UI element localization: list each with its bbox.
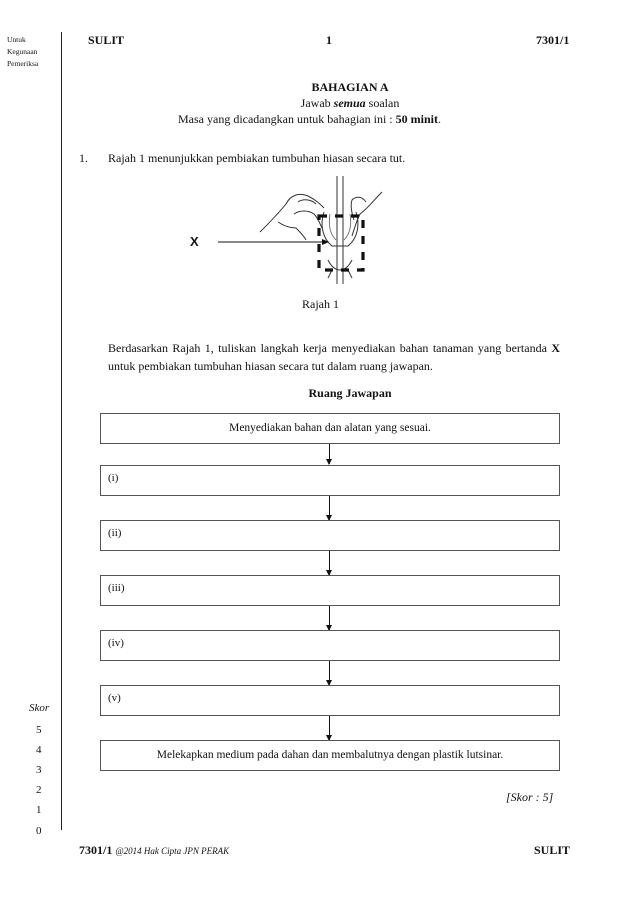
skor-value: 4 <box>36 744 42 756</box>
paper-code: 7301/1 <box>536 33 570 47</box>
footer-code: 7301/1 <box>79 843 113 857</box>
section-title: BAHAGIAN A <box>311 80 389 94</box>
time-text: . <box>437 112 441 126</box>
answer-box-label: (i) <box>108 472 119 484</box>
footer <box>79 843 229 858</box>
answer-box-i[interactable] <box>100 465 560 496</box>
question-stem: Rajah 1 menunjukkan pembiakan tumbuhan hiasan secara tut. <box>108 151 406 165</box>
arrow-down-icon <box>329 496 330 520</box>
flow-step-text: Menyediakan bahan dan alatan yang sesuai. <box>229 422 431 434</box>
skor-value: 5 <box>36 724 42 736</box>
header-classification: SULIT <box>88 33 125 47</box>
examiner-use-note <box>7 34 38 70</box>
time-duration: 50 minit <box>395 112 438 126</box>
figure-rajah-1 <box>186 174 396 284</box>
arrow-down-icon <box>329 551 330 575</box>
arrow-down-icon <box>329 444 330 464</box>
answer-box-ii[interactable] <box>100 520 560 551</box>
answer-box-label: (v) <box>108 692 121 704</box>
instruction-text: soalan <box>365 96 400 110</box>
footer-copyright: @2014 Hak Cipta JPN PERAK <box>115 846 230 856</box>
answer-box-iii[interactable] <box>100 575 560 606</box>
time-text: Masa yang dicadangkan untuk bahagian ini : <box>178 112 396 126</box>
score-note: [Skor : 5] <box>506 790 554 804</box>
side-note-line: Kegunaan <box>7 47 38 56</box>
section-instruction <box>62 96 638 111</box>
flow-step-text: Melekapkan medium pada dahan dan membalutnya dengan plastik lutsinar. <box>156 749 504 761</box>
margin-divider <box>61 32 62 830</box>
instruction-emphasis: semua <box>333 96 366 110</box>
question-number: 1. <box>79 151 88 165</box>
answer-box-iv[interactable] <box>100 630 560 661</box>
skor-value: 1 <box>36 804 42 816</box>
flow-step-last <box>100 740 560 771</box>
page-number: 1 <box>326 33 332 47</box>
answer-box-label: (ii) <box>108 527 122 539</box>
time-allocation <box>178 112 441 127</box>
instruction-text: Jawab <box>300 96 334 110</box>
side-note-line: Untuk <box>7 35 26 44</box>
flow-step-first <box>100 413 560 444</box>
answer-box-v[interactable] <box>100 685 560 716</box>
side-note-line: Pemeriksa <box>7 59 39 68</box>
answer-box-label: (iii) <box>108 582 125 594</box>
arrow-down-icon <box>329 606 330 630</box>
arrow-down-icon <box>329 716 330 740</box>
figure-caption: Rajah 1 <box>302 297 339 311</box>
skor-label: Skor <box>29 702 50 714</box>
arrow-down-icon <box>329 661 330 685</box>
task-label-x: X <box>551 341 560 355</box>
skor-value: 0 <box>36 825 42 837</box>
answer-space-heading: Ruang Jawapan <box>308 386 392 400</box>
question-task <box>108 339 560 375</box>
task-text: untuk pembiakan tumbuhan hiasan secara tut dalam ruang jawapan. <box>108 359 433 373</box>
footer-classification: SULIT <box>534 843 571 857</box>
figure-label-x: X <box>190 234 199 249</box>
skor-value: 3 <box>36 764 42 776</box>
answer-box-label: (iv) <box>108 637 124 649</box>
task-text: Berdasarkan Rajah 1, tuliskan langkah kerja menyediakan bahan tanaman yang bertanda <box>108 341 552 355</box>
skor-value: 2 <box>36 784 42 796</box>
